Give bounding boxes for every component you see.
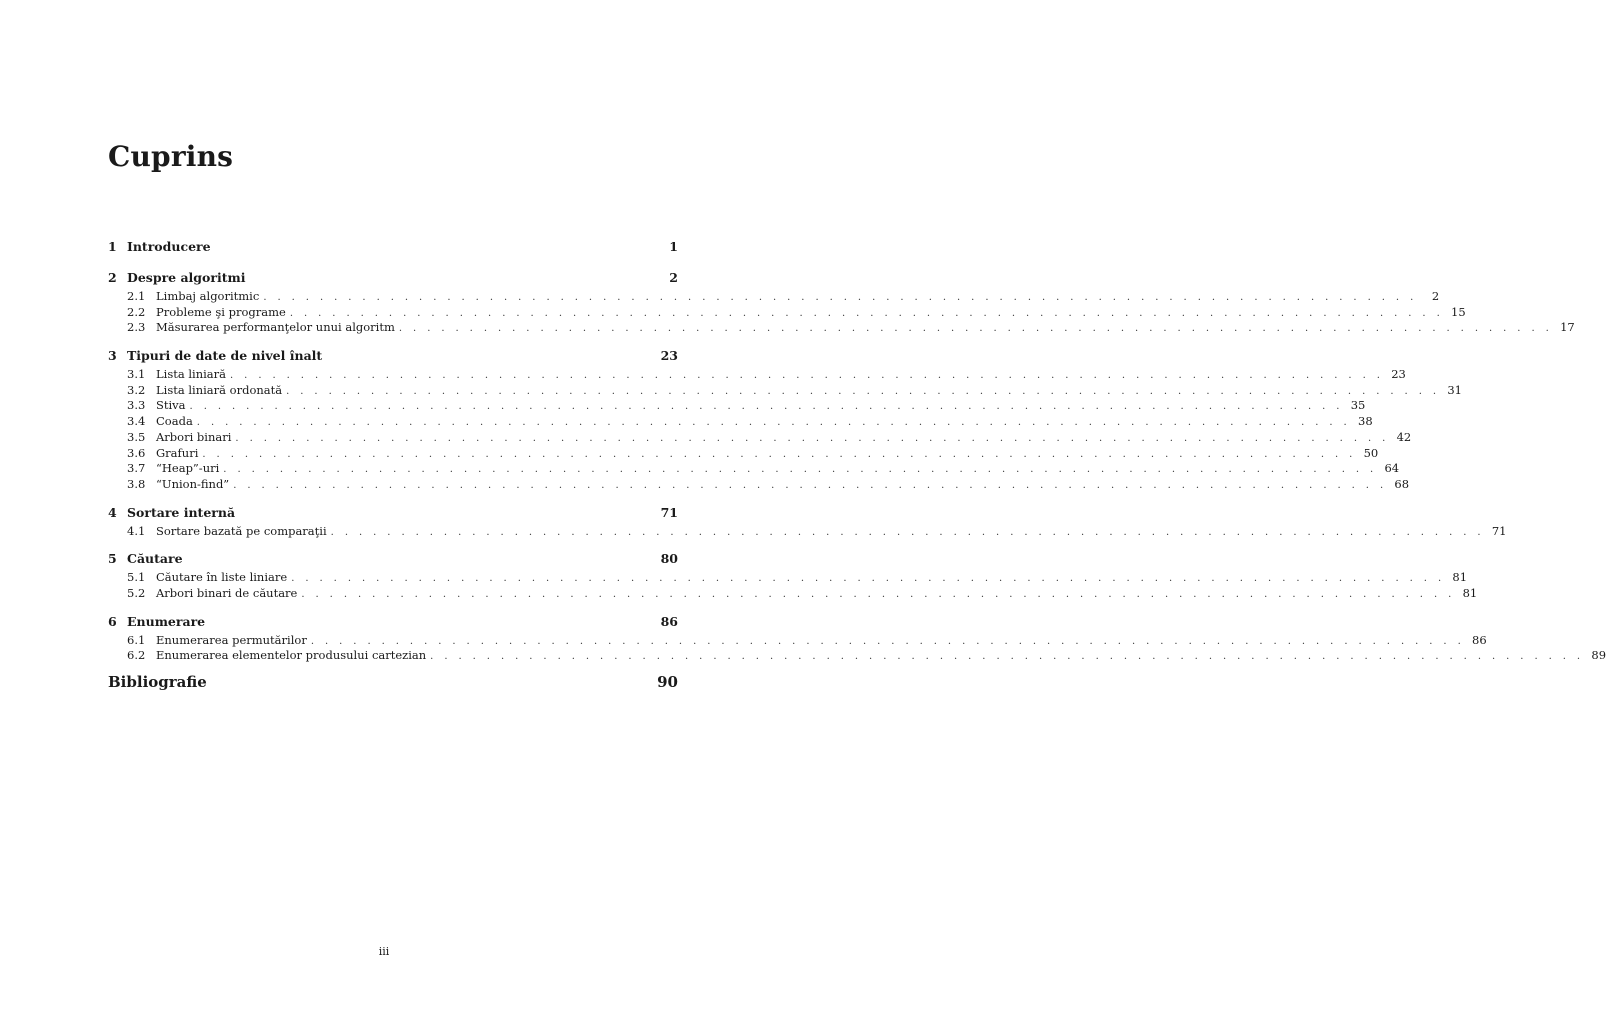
- section-number: 2.3: [127, 320, 146, 335]
- toc-section-row[interactable]: [108, 648, 1606, 664]
- page-number-footer: iii: [378, 945, 390, 958]
- section-page: 31: [1447, 382, 1462, 397]
- section-title: Arbori binari: [156, 429, 232, 444]
- section-page: 17: [1560, 320, 1575, 335]
- section-page: 71: [1491, 523, 1507, 538]
- section-title: Stiva: [156, 398, 186, 413]
- section-page: 50: [1363, 445, 1379, 460]
- section-page: 38: [1358, 414, 1373, 429]
- toc-section-row[interactable]: [108, 632, 1487, 649]
- toc-chapter-row[interactable]: [108, 270, 678, 289]
- chapter-page: 2: [669, 270, 678, 285]
- toc-section-row[interactable]: [108, 304, 1466, 321]
- toc-section-row[interactable]: [108, 523, 1507, 540]
- toc-chapter: [108, 239, 678, 258]
- page-title: Cuprins: [108, 140, 234, 173]
- chapter-page: 71: [660, 504, 678, 520]
- dot-leader: . . . . . . . . . . . . . . . . . . . . . . . . . . . . . . . . . . . . . . . . . . . . . . . . . . . . . . . . . . . . . . . . . . . . . . . . . . . . . . . . . .: [230, 370, 1384, 382]
- section-number: 2.2: [127, 304, 146, 319]
- section-number: 3.1: [127, 367, 146, 382]
- section-page: 68: [1394, 476, 1410, 491]
- section-title: Probleme şi programe: [156, 304, 286, 319]
- dot-leader: . . . . . . . . . . . . . . . . . . . . . . . . . . . . . . . . . . . . . . . . . . . . . . . . . . . . . . . . . . . . . . . . . . . . . . . . . . . . . . . . . .: [263, 292, 1418, 303]
- section-title: Căutare în liste liniare: [156, 570, 288, 585]
- section-title: Lista liniară ordonată: [156, 382, 283, 397]
- chapter-title: Despre algoritmi: [127, 270, 246, 285]
- chapter-title: Sortare internă: [127, 504, 236, 520]
- chapter-page: 23: [660, 348, 678, 364]
- section-title: Lista liniară: [156, 367, 226, 382]
- dot-leader: . . . . . . . . . . . . . . . . . . . . . . . . . . . . . . . . . . . . . . . . . . . . . . . . . . . . . . . . . . . . . . . . . . . . . . . . . . . . . . . . . .: [289, 307, 1444, 319]
- toc-section-row[interactable]: [108, 382, 1462, 399]
- chapter-number: 6: [108, 613, 117, 629]
- chapter-title: Căutare: [127, 551, 183, 567]
- section-number: 5.2: [127, 585, 146, 600]
- section-number: 3.4: [127, 414, 146, 429]
- section-page: 15: [1451, 304, 1466, 319]
- dot-leader: . . . . . . . . . . . . . . . . . . . . . . . . . . . . . . . . . . . . . . . . . . . . . . . . . . . . . . . . . . . . . . . . . . . . . . . . . . . . . . . . . .: [398, 323, 1553, 335]
- section-page: 89: [1591, 648, 1606, 663]
- chapter-number: 5: [108, 551, 117, 567]
- table-of-contents: [108, 239, 1606, 676]
- dot-leader: . . . . . . . . . . . . . . . . . . . . . . . . . . . . . . . . . . . . . . . . . . . . . . . . . . . . . . . . . . . . . . . . . . . . . . . . . . . . . . . . . .: [330, 526, 1485, 538]
- dot-leader: . . . . . . . . . . . . . . . . . . . . . . . . . . . . . . . . . . . . . . . . . . . . . . . . . . . . . . . . . . . . . . . . . . . . . . . . . . . . . . . . . .: [310, 635, 1465, 647]
- toc-chapter: [108, 504, 1507, 540]
- toc-section-row[interactable]: [108, 289, 1440, 305]
- chapter-page: 1: [669, 239, 678, 254]
- section-title: Limbaj algoritmic: [156, 289, 260, 303]
- dot-leader: . . . . . . . . . . . . . . . . . . . . . . . . . . . . . . . . . . . . . . . . . . . . . . . . . . . . . . . . . . . . . . . . . . . . . . . . . . . . . . . . . .: [235, 432, 1390, 444]
- section-page: 64: [1384, 461, 1400, 476]
- section-number: 4.1: [127, 523, 146, 538]
- toc-section-row[interactable]: [108, 445, 1379, 462]
- bibliography-page: 90: [657, 673, 678, 691]
- section-number: 3.5: [127, 429, 146, 444]
- section-title: Arbori binari de căutare: [156, 585, 298, 600]
- chapter-title: Tipuri de date de nivel înalt: [127, 348, 323, 364]
- toc-chapter-row[interactable]: [108, 614, 678, 633]
- dot-leader: . . . . . . . . . . . . . . . . . . . . . . . . . . . . . . . . . . . . . . . . . . . . . . . . . . . . . . . . . . . . . . . . . . . . . . . . . . . . . . . . . .: [196, 417, 1351, 429]
- dot-leader: . . . . . . . . . . . . . . . . . . . . . . . . . . . . . . . . . . . . . . . . . . . . . . . . . . . . . . . . . . . . . . . . . . . . . . . . . . . . . . . . . .: [430, 651, 1585, 663]
- chapter-number: 1: [108, 239, 117, 254]
- section-title: Grafuri: [156, 445, 199, 460]
- section-title: “Union-find”: [156, 476, 230, 491]
- section-page: 81: [1452, 570, 1468, 585]
- toc-section-row[interactable]: [108, 570, 1468, 586]
- bibliography-title: Bibliografie: [108, 673, 207, 691]
- dot-leader: . . . . . . . . . . . . . . . . . . . . . . . . . . . . . . . . . . . . . . . . . . . . . . . . . . . . . . . . . . . . . . . . . . . . . . . . . . . . . . . . . .: [223, 464, 1378, 476]
- section-page: 86: [1472, 632, 1487, 647]
- section-number: 2.1: [127, 289, 146, 303]
- chapter-page: 80: [660, 551, 678, 567]
- dot-leader: . . . . . . . . . . . . . . . . . . . . . . . . . . . . . . . . . . . . . . . . . . . . . . . . . . . . . . . . . . . . . . . . . . . . . . . . . . . . . . . . . .: [233, 479, 1388, 491]
- toc-chapter: [108, 270, 1575, 336]
- section-page: 35: [1350, 398, 1366, 413]
- dot-leader: . . . . . . . . . . . . . . . . . . . . . . . . . . . . . . . . . . . . . . . . . . . . . . . . . . . . . . . . . . . . . . . . . . . . . . . . . . . . . . . . . .: [286, 385, 1440, 397]
- dot-leader: . . . . . . . . . . . . . . . . . . . . . . . . . . . . . . . . . . . . . . . . . . . . . . . . . . . . . . . . . . . . . . . . . . . . . . . . . . . . . . . . . .: [301, 588, 1456, 600]
- toc-chapter: [108, 613, 1606, 664]
- section-title: Enumerarea permutărilor: [156, 632, 307, 647]
- chapter-number: 3: [108, 348, 117, 364]
- toc-section-row[interactable]: [108, 398, 1366, 414]
- dot-leader: . . . . . . . . . . . . . . . . . . . . . . . . . . . . . . . . . . . . . . . . . . . . . . . . . . . . . . . . . . . . . . . . . . . . . . . . . . . . . . . . . .: [291, 573, 1446, 585]
- section-title: Sortare bazată pe comparaţii: [156, 523, 327, 538]
- section-number: 3.8: [127, 476, 146, 491]
- chapter-number: 2: [108, 270, 117, 285]
- toc-section-row[interactable]: [108, 367, 1406, 383]
- section-title: Măsurarea performanţelor unui algoritm: [156, 320, 395, 335]
- toc-chapter-row[interactable]: [108, 348, 678, 367]
- section-number: 3.6: [127, 445, 146, 460]
- section-page: 23: [1391, 367, 1406, 382]
- section-number: 6.2: [127, 648, 146, 663]
- dot-leader: . . . . . . . . . . . . . . . . . . . . . . . . . . . . . . . . . . . . . . . . . . . . . . . . . . . . . . . . . . . . . . . . . . . . . . . . . . . . . . . . . .: [202, 448, 1357, 460]
- toc-chapter: [108, 348, 1462, 493]
- section-number: 3.7: [127, 461, 146, 476]
- section-number: 3.2: [127, 382, 146, 397]
- toc-chapter-row[interactable]: [108, 551, 678, 570]
- toc-chapter-row[interactable]: [108, 505, 678, 524]
- section-title: Coada: [156, 414, 193, 429]
- section-page: 81: [1462, 585, 1478, 600]
- section-page: 2: [1431, 289, 1440, 303]
- toc-chapter: [108, 551, 1478, 601]
- toc-section-row[interactable]: [108, 476, 1410, 493]
- toc-section-row[interactable]: [108, 461, 1400, 477]
- chapter-title: Introducere: [127, 239, 211, 254]
- toc-section-row[interactable]: [108, 320, 1575, 336]
- section-number: 3.3: [127, 398, 146, 413]
- toc-section-row[interactable]: [108, 429, 1412, 446]
- toc-chapter-row[interactable]: [108, 239, 678, 258]
- section-title: “Heap”-uri: [156, 461, 220, 476]
- section-number: 6.1: [127, 632, 146, 647]
- toc-bibliography-entry: [108, 673, 678, 691]
- section-title: Enumerarea elementelor produsului cartezian: [156, 648, 427, 663]
- toc-section-row[interactable]: [108, 414, 1373, 430]
- section-number: 5.1: [127, 570, 146, 585]
- section-page: 42: [1396, 429, 1412, 444]
- chapter-page: 86: [660, 613, 678, 629]
- dot-leader: . . . . . . . . . . . . . . . . . . . . . . . . . . . . . . . . . . . . . . . . . . . . . . . . . . . . . . . . . . . . . . . . . . . . . . . . . . . . . . . . . .: [189, 401, 1344, 413]
- chapter-title: Enumerare: [127, 613, 206, 629]
- chapter-number: 4: [108, 504, 117, 520]
- toc-section-row[interactable]: [108, 585, 1478, 602]
